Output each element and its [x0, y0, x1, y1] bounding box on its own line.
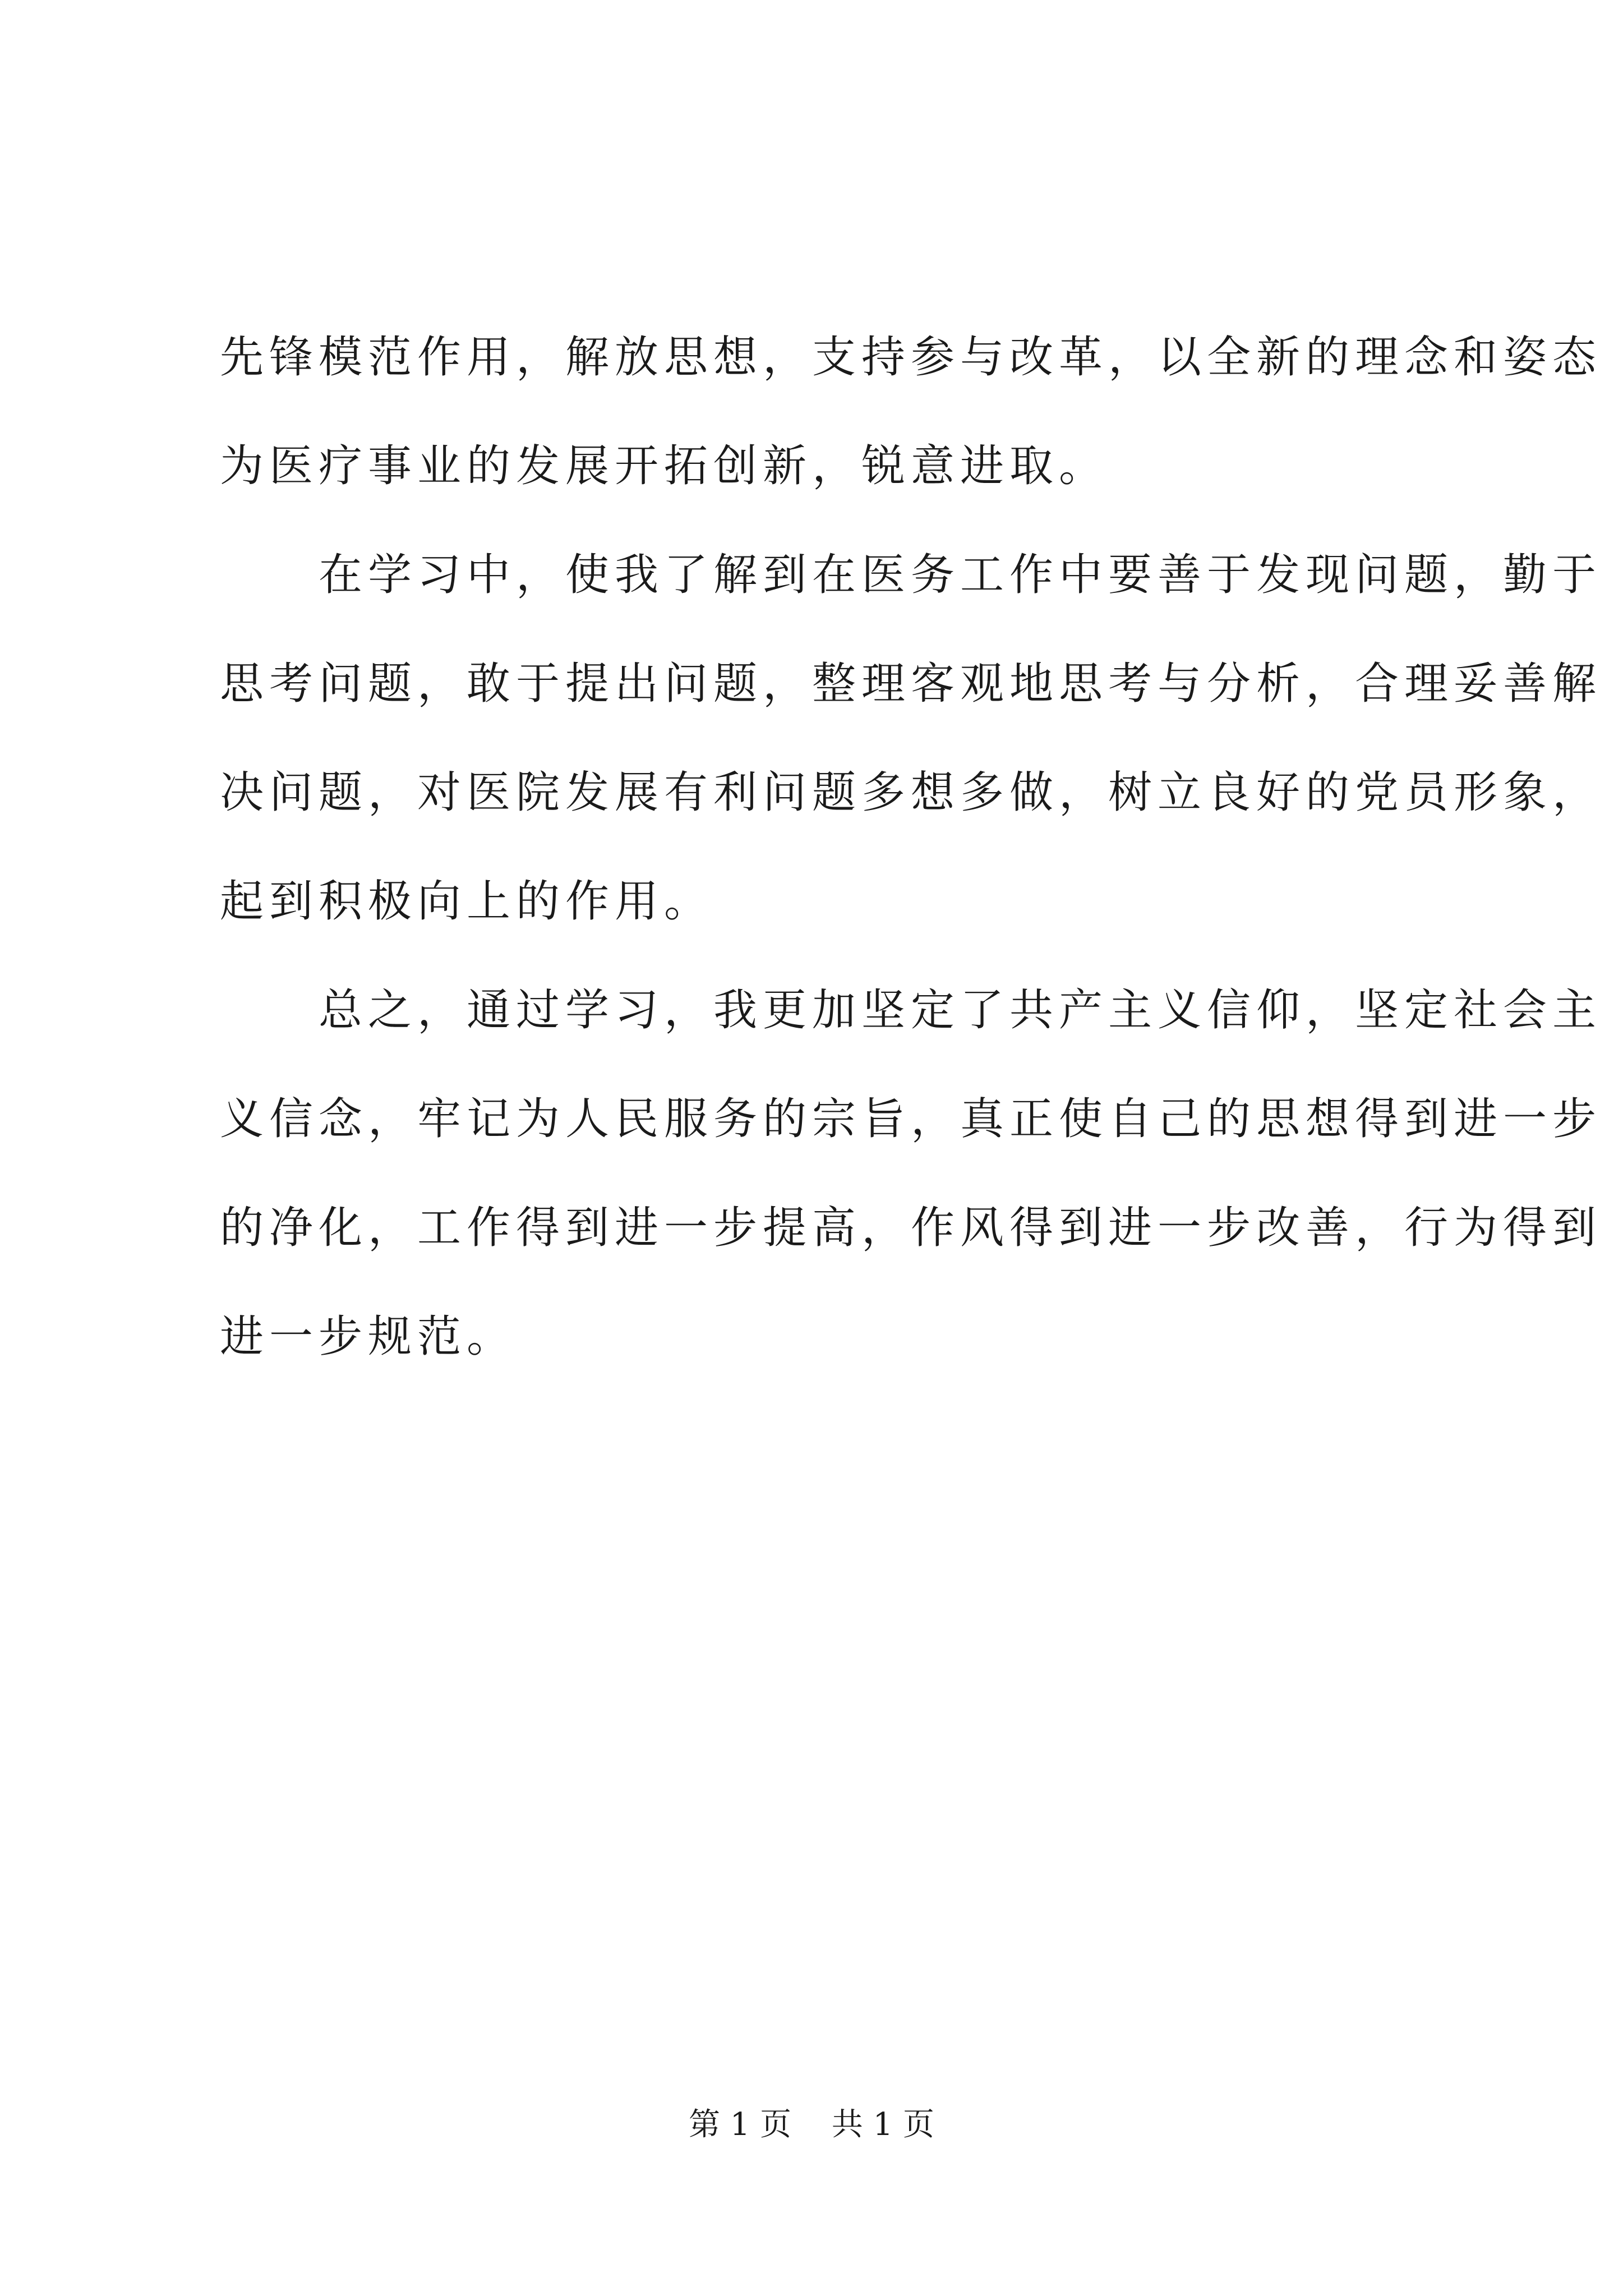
paragraph-1-line-2: 为医疗事业的发展开拓创新，锐意进取。 [220, 441, 1109, 491]
paragraph-2-line-4: 起到积极向上的作用。 [220, 876, 714, 927]
paragraph-2-line-2: 思考问题，敢于提出问题，整理客观地思考与分析，合理妥善解 [220, 659, 1602, 709]
total-pages: 共 1 页 [831, 2106, 935, 2143]
paragraph-1-line-1: 先锋模范作用，解放思想，支持参与改革，以全新的理念和姿态 [220, 332, 1602, 383]
page-footer [0, 2102, 1623, 2147]
paragraph-3-line-3: 的净化，工作得到进一步提高，作风得到进一步改善，行为得到 [220, 1203, 1602, 1253]
page-number: 第 1 页 [688, 2106, 792, 2143]
paragraph-2-line-1: 在学习中，使我了解到在医务工作中要善于发现问题，勤于 [319, 550, 1602, 600]
paragraph-2-line-3: 决问题，对医院发展有利问题多想多做，树立良好的党员形象， [220, 767, 1602, 818]
paragraph-3-line-4: 进一步规范。 [220, 1312, 517, 1362]
document-body [220, 303, 1602, 1391]
paragraph-3-line-2: 义信念，牢记为人民服务的宗旨，真正使自己的思想得到进一步 [220, 1094, 1602, 1144]
paragraph-3-line-1: 总之，通过学习，我更加坚定了共产主义信仰，坚定社会主 [319, 985, 1602, 1036]
